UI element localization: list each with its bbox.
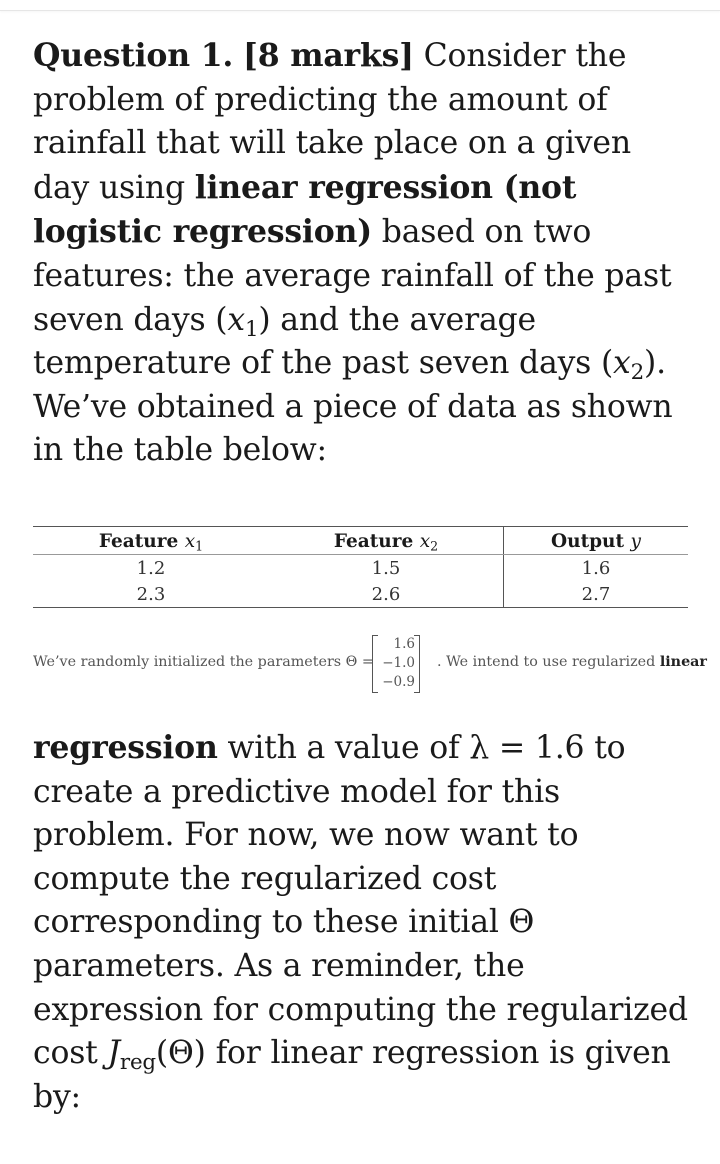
x1-symbol: x [227,301,245,338]
cell-y: 2.7 [504,581,689,608]
init-text-before: We’ve randomly initialized the parameters Θ = [33,654,374,670]
cell-x1: 1.2 [136,557,166,579]
theta-value: −1.0 [382,655,415,671]
closing-text: for linear regression is given by: [33,1035,671,1115]
data-table [33,526,688,608]
header-feature-x2: Feature $x_2$ [269,527,504,555]
continuation-paragraph [33,726,688,1119]
question-marks: [8 marks] [243,37,414,74]
x2-symbol: x [613,345,631,382]
top-bar [0,0,720,11]
header-feature-x1: Feature $x_1$ [33,527,269,555]
lambda-text: with a value of λ = 1.6 to create a predictive model for this problem. For now, we now want to compute the regularized cost corresponding to these initial Θ parameters. As a reminder, the expression for computing the regularized cost [33,730,688,1072]
theta-value: −0.9 [382,674,415,690]
features-text: based on two features: the average rainfall of the past seven days ( [33,214,672,338]
x2-subscript: 2 [630,360,645,386]
cost-argument: (Θ) [155,1035,206,1072]
cost-symbol: J [107,1035,120,1072]
cell-x2: 2.6 [269,581,504,608]
x1-subscript: 1 [244,316,259,342]
regression-word: regression [33,729,218,766]
method-name: linear regression (not logistic regression) [33,168,577,251]
theta-vector [372,635,420,693]
temperature-text: ) and the average temperature of the past seven days ( [33,301,614,382]
cost-subscript: reg [119,1050,156,1076]
data-text: ). We’ve obtained a piece of data as shown in the table below: [33,345,673,469]
question-label: Question 1. [33,37,234,74]
question-paragraph [33,34,688,473]
cell-x1: 2.3 [33,581,269,608]
header-output-y: Output y [504,527,689,555]
cell-y: 1.6 [581,557,611,579]
init-text-after: . We intend to use regularized linear [437,654,707,670]
table-header-row [33,527,688,555]
question-intro: Consider the problem of predicting the amount of rainfall that will take place on a given day using [33,38,631,206]
theta-value: 1.6 [393,636,415,652]
cell-x2: 1.5 [269,555,504,582]
initialization-line [33,632,707,696]
table-row [33,555,688,582]
table-row [33,581,688,608]
